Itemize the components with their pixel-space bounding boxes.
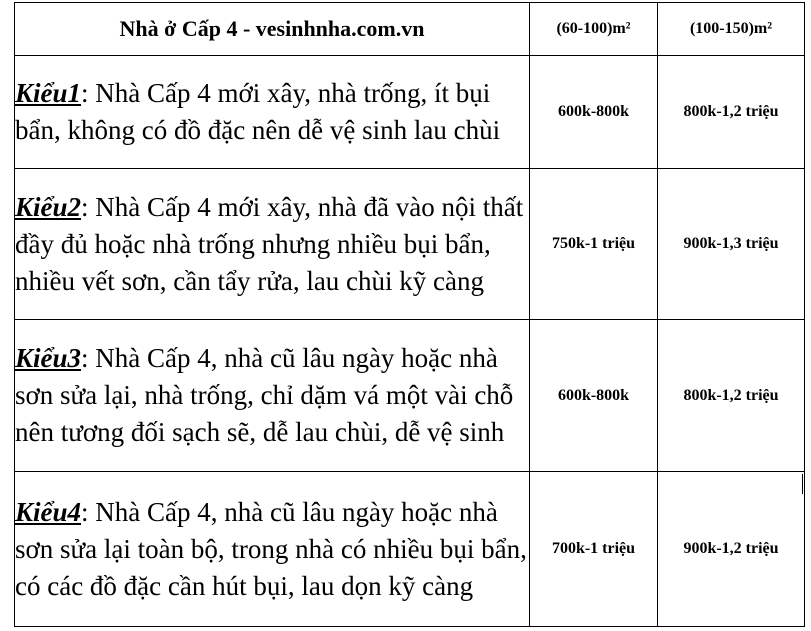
table-row: [15, 56, 805, 169]
price-small-cell: 750k-1 triệu: [530, 169, 658, 320]
text-cursor: [802, 474, 803, 494]
row-description: [15, 169, 530, 320]
size-60-100-header: (60-100)m²: [530, 3, 658, 56]
price-small-cell: 700k-1 triệu: [530, 472, 658, 627]
house-type-label: Kiểu4: [15, 496, 82, 527]
house-type-text: : Nhà Cấp 4, nhà cũ lâu ngày hoặc nhà sơn sửa lại, nhà trống, chỉ dặm vá một vài chỗ nên tương đối sạch sẽ, dễ lau chùi, dễ vệ sinh: [15, 343, 514, 447]
house-type-label: Kiểu3: [15, 343, 82, 373]
price-large-cell: 900k-1,3 triệu: [658, 169, 805, 320]
row-description: [15, 320, 530, 472]
table-header-row: [15, 3, 805, 56]
house-type-label: Kiểu2: [15, 191, 82, 222]
table-row: [15, 320, 805, 472]
house-type-text: : Nhà Cấp 4 mới xây, nhà đã vào nội thất đầy đủ hoặc nhà trống nhưng nhiều bụi bẩn, nhiều vết sơn, cần tẩy rửa, lau chùi kỹ càng: [15, 191, 524, 296]
table-title-header: Nhà ở Cấp 4 - vesinhnha.com.vn: [15, 3, 530, 56]
row-description: [15, 56, 530, 169]
price-large-cell: 900k-1,2 triệu: [658, 472, 805, 627]
price-table: [14, 2, 805, 627]
price-small-cell: 600k-800k: [530, 320, 658, 472]
price-large-cell: 800k-1,2 triệu: [658, 320, 805, 472]
size-100-150-header: (100-150)m²: [658, 3, 805, 56]
house-type-text: : Nhà Cấp 4 mới xây, nhà trống, ít bụi bẩn, không có đồ đặc nên dễ vệ sinh lau chùi: [15, 78, 501, 145]
table-row: [15, 169, 805, 320]
price-large-cell: 800k-1,2 triệu: [658, 56, 805, 169]
house-type-text: : Nhà Cấp 4, nhà cũ lâu ngày hoặc nhà sơn sửa lại toàn bộ, trong nhà có nhiều bụi bẩn, có các đồ đặc cần hút bụi, lau dọn kỹ càng: [15, 496, 527, 601]
table-row: [15, 472, 805, 627]
price-small-cell: 600k-800k: [530, 56, 658, 169]
house-type-label: Kiểu1: [15, 78, 82, 108]
row-description: [15, 472, 530, 627]
